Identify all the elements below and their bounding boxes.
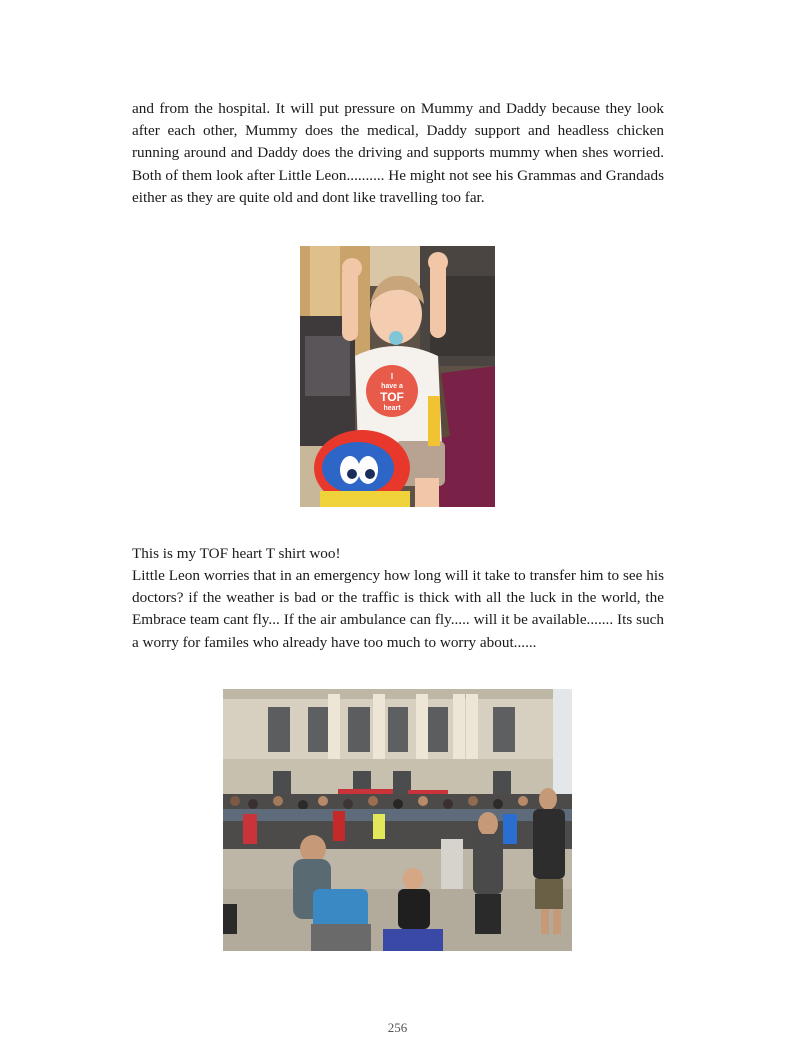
shirt-text-line-1: I (390, 372, 394, 381)
page-number: 256 (387, 1020, 408, 1035)
crowd-photo-image (223, 689, 572, 951)
body-paragraph-2: Little Leon worries that in an emergency how long will it take to transfer him to see his doctors? if the weather is bad or the traffic is thick with all the luck in the world, the Embrace team cant fly... If the air ambulance can fly..... will it be available....... Its such a worry for familes who already have too much to worry about...... (132, 567, 664, 651)
shirt-text-line-3: TOF (380, 390, 404, 404)
toddler-photo-image (300, 246, 495, 507)
photo-caption: This is my TOF heart T shirt woo! (132, 545, 341, 562)
shirt-text-line-4: heart (383, 405, 401, 412)
shirt-text-line-2: have a (381, 383, 403, 390)
toddler-photo (300, 246, 495, 507)
crowd-photo (223, 689, 572, 951)
body-paragraph-1: and from the hospital. It will put pressure on Mummy and Daddy because they look after each other, Mummy does the medical, Daddy support and headless chicken running around and Daddy does the driving and supports mummy when shes worried. Both of them look after Little Leon.......... He might not see his Grammas and Grandads either as they are quite old and dont like travelling too far. (132, 100, 664, 206)
